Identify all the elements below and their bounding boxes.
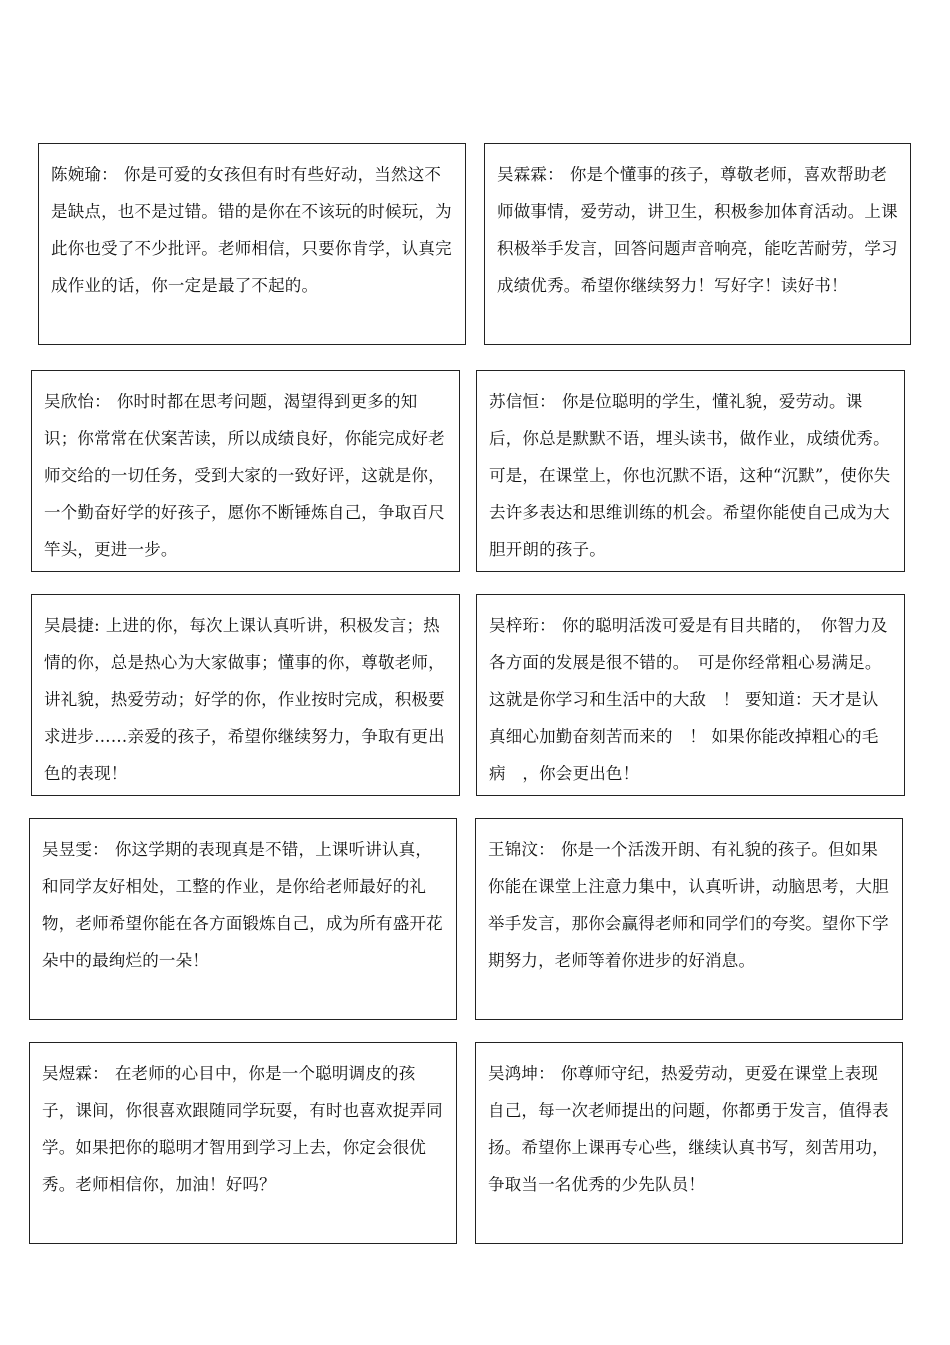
comment-paragraph bbox=[489, 607, 894, 792]
comment-paragraph bbox=[42, 831, 446, 979]
comment-text: 你时时都在思考问题，渴望得到更多的知识；你常常在伏案苦读，所以成绩良好，你能完成好老师交给的一切任务，受到大家的一致好评，这就是你，一个勤奋好学的好孩子，愿你不断锤炼自己，争取百尺竿头，更进一步。 bbox=[44, 392, 445, 559]
comment-paragraph bbox=[489, 383, 894, 568]
comment-paragraph bbox=[44, 383, 449, 568]
comment-paragraph bbox=[51, 156, 455, 304]
comment-card bbox=[476, 594, 905, 796]
comment-text: 你这学期的表现真是不错，上课听讲认真，和同学友好相处，工整的作业，是你给老师最好的礼物，老师希望你能在各方面锻炼自己，成为所有盛开花朵中的最绚烂的一朵！ bbox=[42, 840, 443, 970]
comment-text: 你的聪明活泼可爱是有目共睹的， 你智力及各方面的发展是很不错的。 可是你经常粗心易满足。这就是你学习和生活中的大敌 ！ 要知道：天才是认真细心加勤奋刻苦而来的 ！ 如果你能改掉粗心的毛病 ，你会更出色！ bbox=[489, 616, 888, 783]
comment-card bbox=[29, 818, 457, 1020]
comment-paragraph bbox=[42, 1055, 446, 1203]
comment-card bbox=[31, 594, 460, 796]
comment-text: 上进的你，每次上课认真听讲，积极发言；热情的你，总是热心为大家做事；懂事的你，尊敬老师，讲礼貌，热爱劳动；好学的你，作业按时完成，积极要求进步……亲爱的孩子，希望你继续努力，争取有更出色的表现！ bbox=[44, 616, 445, 783]
comment-text: 你是可爱的女孩但有时有些好动，当然这不是缺点，也不是过错。错的是你在不该玩的时候玩，为此你也受了不少批评。老师相信，只要你肯学，认真完成作业的话，你一定是最了不起的。 bbox=[51, 165, 452, 295]
comment-paragraph bbox=[488, 1055, 892, 1203]
comment-card bbox=[484, 143, 911, 345]
student-name: 吴鸿坤： bbox=[488, 1064, 555, 1083]
comment-text: 在老师的心目中，你是一个聪明调皮的孩子，课间，你很喜欢跟随同学玩耍，有时也喜欢捉弄同学。如果把你的聪明才智用到学习上去，你定会很优秀。老师相信你，加油！好吗？ bbox=[42, 1064, 443, 1194]
comment-paragraph bbox=[488, 831, 892, 979]
comment-text: 你是个懂事的孩子，尊敬老师，喜欢帮助老师做事情，爱劳动，讲卫生，积极参加体育活动。上课积极举手发言，回答问题声音响亮，能吃苦耐劳，学习成绩优秀。希望你继续努力！写好字！读好书！ bbox=[497, 165, 898, 295]
student-name: 吴昱雯： bbox=[42, 840, 109, 859]
student-name: 陈婉瑜： bbox=[51, 165, 118, 184]
student-name: 苏信恒： bbox=[489, 392, 556, 411]
student-name: 吴煜霖： bbox=[42, 1064, 109, 1083]
comment-text: 你尊师守纪，热爱劳动，更爱在课堂上表现自己，每一次老师提出的问题，你都勇于发言，值得表扬。希望你上课再专心些，继续认真书写，刻苦用功，争取当一名优秀的少先队员！ bbox=[488, 1064, 889, 1194]
comment-card bbox=[475, 818, 903, 1020]
comment-card bbox=[476, 370, 905, 572]
comment-text: 你是一个活泼开朗、有礼貌的孩子。但如果你能在课堂上注意力集中，认真听讲，动脑思考，大胆举手发言，那你会赢得老师和同学们的夸奖。望你下学期努力，老师等着你进步的好消息。 bbox=[488, 840, 889, 970]
comment-card bbox=[475, 1042, 903, 1244]
comment-paragraph bbox=[44, 607, 449, 792]
student-name: 吴晨捷: bbox=[44, 616, 100, 635]
comment-text: 你是位聪明的学生，懂礼貌，爱劳动。课后，你总是默默不语，埋头读书，做作业，成绩优秀。可是，在课堂上，你也沉默不语，这种“沉默”，使你失去许多表达和思维训练的机会。希望你能使自己成为大胆开朗的孩子。 bbox=[489, 392, 891, 559]
student-name: 吴霖霖： bbox=[497, 165, 564, 184]
comment-paragraph bbox=[497, 156, 900, 304]
student-name: 吴欣怡： bbox=[44, 392, 111, 411]
comment-card bbox=[29, 1042, 457, 1244]
comment-card bbox=[38, 143, 466, 345]
comment-card bbox=[31, 370, 460, 572]
student-name: 王锦汶： bbox=[488, 840, 555, 859]
student-name: 吴梓珩： bbox=[489, 616, 556, 635]
